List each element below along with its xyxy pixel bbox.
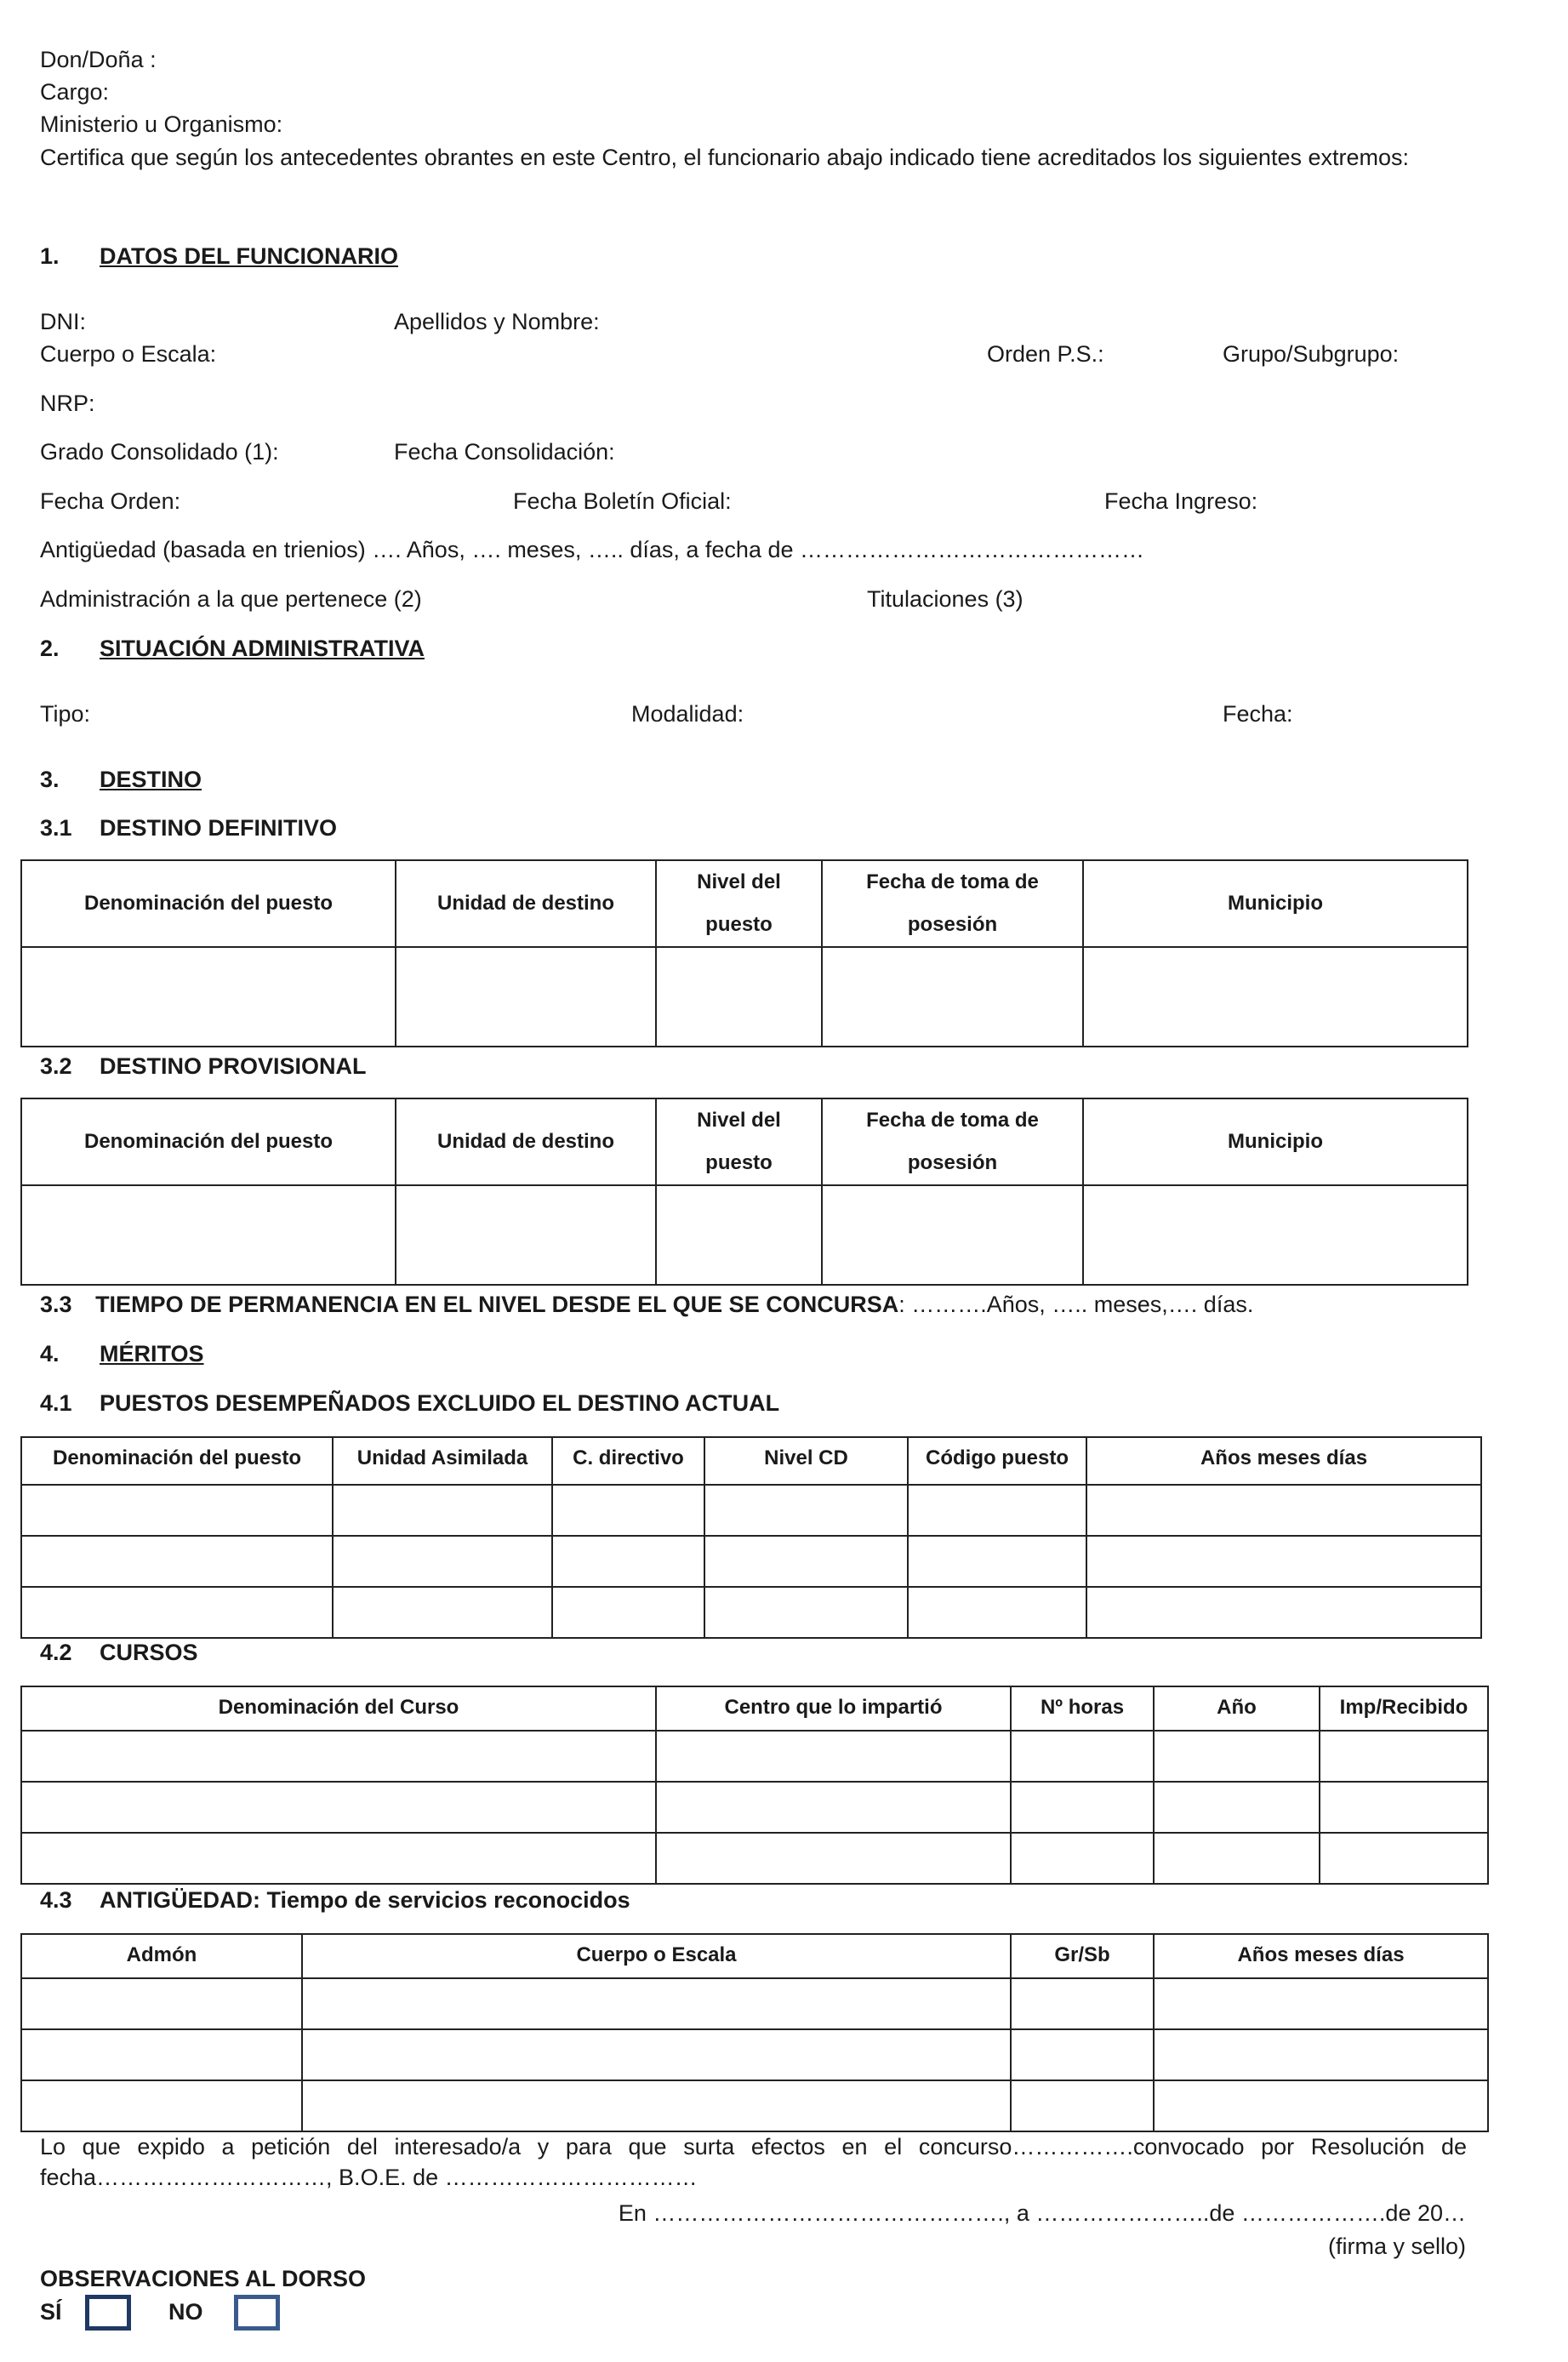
table-cell[interactable] bbox=[302, 1978, 1011, 2029]
table-cell[interactable] bbox=[552, 1536, 704, 1587]
table-cell[interactable] bbox=[21, 2080, 302, 2131]
table-cell[interactable] bbox=[333, 1485, 552, 1536]
apellidos-label: Apellidos y Nombre: bbox=[394, 309, 600, 334]
si-label: SÍ bbox=[40, 2299, 62, 2325]
cuerpo-label: Cuerpo o Escala: bbox=[40, 341, 217, 367]
section-3-3-line bbox=[40, 1289, 1253, 1320]
table-cell[interactable] bbox=[908, 1587, 1086, 1638]
table-cell[interactable] bbox=[21, 1536, 333, 1587]
section-4-3-number: 4.3 bbox=[40, 1887, 72, 1913]
table-cell[interactable] bbox=[21, 1587, 333, 1638]
table-cell[interactable] bbox=[21, 1833, 656, 1884]
cell-denominacion[interactable] bbox=[21, 947, 396, 1047]
firma-label: (firma y sello) bbox=[1327, 2234, 1466, 2259]
table-cell[interactable] bbox=[1154, 2080, 1488, 2131]
table-cell[interactable] bbox=[1154, 1833, 1320, 1884]
table-cell[interactable] bbox=[21, 1485, 333, 1536]
table-cell[interactable] bbox=[1011, 1978, 1154, 2029]
th-denominacion: Denominación del puesto bbox=[21, 1098, 396, 1185]
table-cell[interactable] bbox=[1154, 1978, 1488, 2029]
th-nivel-line1: Nivel del bbox=[697, 1109, 781, 1132]
lugar-fecha-line: En ………………………………………., a …………………..de ……………….de 20… bbox=[618, 2200, 1466, 2226]
cell-nivel[interactable] bbox=[656, 1185, 822, 1285]
destino-definitivo-table bbox=[20, 859, 1468, 1047]
section-4-2-title: CURSOS bbox=[100, 1640, 198, 1665]
table-cell[interactable] bbox=[1154, 1782, 1320, 1833]
expido-paragraph: Lo que expido a petición del interesado/a y para que surta efectos en el concurso…………….convocado por Resolución de fecha…………………………, B.O.E. de …………………………… bbox=[40, 2134, 1467, 2190]
no-checkbox[interactable] bbox=[234, 2295, 280, 2331]
th-codigo-puesto: Código puesto bbox=[908, 1437, 1086, 1485]
ministerio-label: Ministerio u Organismo: bbox=[40, 111, 283, 137]
th-n-horas: Nº horas bbox=[1011, 1686, 1154, 1731]
table-cell[interactable] bbox=[908, 1485, 1086, 1536]
nrp-label: NRP: bbox=[40, 391, 95, 416]
th-municipio: Municipio bbox=[1083, 1098, 1468, 1185]
table-cell[interactable] bbox=[704, 1587, 908, 1638]
cursos-table bbox=[20, 1686, 1489, 1885]
fecha-consolidacion-label: Fecha Consolidación: bbox=[394, 439, 615, 465]
table-row bbox=[21, 1731, 1488, 1782]
th-fecha-line1: Fecha de toma de bbox=[866, 870, 1039, 893]
table-cell[interactable] bbox=[1086, 1587, 1481, 1638]
th-admon: Admón bbox=[21, 1934, 302, 1978]
table-cell[interactable] bbox=[302, 2029, 1011, 2080]
section-3-1-title: DESTINO DEFINITIVO bbox=[100, 815, 338, 841]
fecha-orden-label: Fecha Orden: bbox=[40, 488, 181, 514]
no-label: NO bbox=[168, 2299, 203, 2325]
section-3-3-title: TIEMPO DE PERMANENCIA EN EL NIVEL DESDE EL QUE SE CONCURSA bbox=[95, 1292, 899, 1317]
section-4-1-number: 4.1 bbox=[40, 1390, 72, 1416]
don-dona-label: Don/Doña : bbox=[40, 47, 157, 72]
table-cell[interactable] bbox=[1011, 2080, 1154, 2131]
table-cell[interactable] bbox=[704, 1485, 908, 1536]
table-cell[interactable] bbox=[656, 1731, 1011, 1782]
cell-unidad[interactable] bbox=[396, 1185, 656, 1285]
grupo-label: Grupo/Subgrupo: bbox=[1223, 341, 1400, 367]
modalidad-label: Modalidad: bbox=[631, 701, 744, 727]
table-cell[interactable] bbox=[21, 2029, 302, 2080]
table-cell[interactable] bbox=[333, 1587, 552, 1638]
fecha-ingreso-label: Fecha Ingreso: bbox=[1104, 488, 1258, 514]
section-3-2-title: DESTINO PROVISIONAL bbox=[100, 1053, 367, 1079]
th-fecha-line2: posesión bbox=[907, 913, 998, 936]
th-gr-sb: Gr/Sb bbox=[1011, 1934, 1154, 1978]
section-4-2-number: 4.2 bbox=[40, 1640, 72, 1665]
th-unidad: Unidad de destino bbox=[396, 1098, 656, 1185]
section-2-title: SITUACIÓN ADMINISTRATIVA bbox=[100, 636, 425, 661]
section-1-number: 1. bbox=[40, 243, 60, 269]
table-cell[interactable] bbox=[704, 1536, 908, 1587]
antiguedad-table bbox=[20, 1933, 1489, 2132]
table-cell[interactable] bbox=[1320, 1731, 1488, 1782]
cargo-label: Cargo: bbox=[40, 79, 110, 105]
table-cell[interactable] bbox=[1011, 1833, 1154, 1884]
section-1-title: DATOS DEL FUNCIONARIO bbox=[100, 243, 399, 269]
th-nivel-cd: Nivel CD bbox=[704, 1437, 908, 1485]
table-cell[interactable] bbox=[1011, 2029, 1154, 2080]
table-row bbox=[21, 1587, 1481, 1638]
th-fecha-toma bbox=[822, 860, 1083, 947]
th-centro: Centro que lo impartió bbox=[656, 1686, 1011, 1731]
table-row bbox=[21, 1485, 1481, 1536]
cell-unidad[interactable] bbox=[396, 947, 656, 1047]
th-nivel-line1: Nivel del bbox=[697, 870, 781, 893]
th-municipio: Municipio bbox=[1083, 860, 1468, 947]
cell-fecha[interactable] bbox=[822, 947, 1083, 1047]
table-cell[interactable] bbox=[656, 1833, 1011, 1884]
table-cell[interactable] bbox=[552, 1587, 704, 1638]
th-nivel-line2: puesto bbox=[705, 1151, 773, 1174]
cell-denominacion[interactable] bbox=[21, 1185, 396, 1285]
section-3-3-number: 3.3 bbox=[40, 1292, 72, 1317]
table-cell[interactable] bbox=[1154, 1731, 1320, 1782]
table-cell[interactable] bbox=[302, 2080, 1011, 2131]
section-3-3-rest: : ……….Años, ….. meses,…. días. bbox=[898, 1292, 1254, 1317]
th-denominacion-puesto: Denominación del puesto bbox=[21, 1437, 333, 1485]
antiguedad-line: Antigüedad (basada en trienios) …. Años, …. meses, ….. días, a fecha de ……………………………………… bbox=[40, 537, 1144, 562]
certifica-paragraph: Certifica que según los antecedentes obrantes en este Centro, el funcionario abajo indicado tiene acreditados los siguientes extremos: bbox=[40, 145, 1409, 170]
table-cell[interactable] bbox=[333, 1536, 552, 1587]
orden-ps-label: Orden P.S.: bbox=[987, 341, 1104, 367]
table-cell[interactable] bbox=[1086, 1485, 1481, 1536]
th-cuerpo-escala: Cuerpo o Escala bbox=[302, 1934, 1011, 1978]
titulaciones-label: Titulaciones (3) bbox=[867, 586, 1023, 612]
table-cell[interactable] bbox=[1011, 1782, 1154, 1833]
fecha-boletin-label: Fecha Boletín Oficial: bbox=[513, 488, 732, 514]
table-cell[interactable] bbox=[1086, 1536, 1481, 1587]
th-anos-meses-dias: Años meses días bbox=[1154, 1934, 1488, 1978]
tipo-label: Tipo: bbox=[40, 701, 91, 727]
table-cell[interactable] bbox=[21, 1978, 302, 2029]
section-2-number: 2. bbox=[40, 636, 60, 661]
table-cell[interactable] bbox=[21, 1731, 656, 1782]
th-ano: Año bbox=[1154, 1686, 1320, 1731]
th-nivel bbox=[656, 860, 822, 947]
section-3-1-number: 3.1 bbox=[40, 815, 72, 841]
th-fecha-line2: posesión bbox=[907, 1151, 998, 1174]
table-row bbox=[21, 2080, 1488, 2131]
fecha-label: Fecha: bbox=[1223, 701, 1293, 727]
th-c-directivo: C. directivo bbox=[552, 1437, 704, 1485]
observaciones-label: OBSERVACIONES AL DORSO bbox=[40, 2266, 367, 2291]
table-row bbox=[21, 1536, 1481, 1587]
section-4-1-title: PUESTOS DESEMPEÑADOS EXCLUIDO EL DESTINO ACTUAL bbox=[100, 1390, 780, 1416]
grado-label: Grado Consolidado (1): bbox=[40, 439, 279, 465]
table-row bbox=[21, 1833, 1488, 1884]
table-row bbox=[21, 1782, 1488, 1833]
th-imp-recibido: Imp/Recibido bbox=[1320, 1686, 1488, 1731]
cell-municipio[interactable] bbox=[1083, 947, 1468, 1047]
th-denominacion: Denominación del puesto bbox=[21, 860, 396, 947]
table-row bbox=[21, 1978, 1488, 2029]
table-cell[interactable] bbox=[908, 1536, 1086, 1587]
table-cell[interactable] bbox=[1011, 1731, 1154, 1782]
administracion-label: Administración a la que pertenece (2) bbox=[40, 586, 422, 612]
th-fecha-line1: Fecha de toma de bbox=[866, 1109, 1039, 1132]
table-cell[interactable] bbox=[552, 1485, 704, 1536]
dni-label: DNI: bbox=[40, 309, 86, 334]
table-cell[interactable] bbox=[21, 1782, 656, 1833]
section-4-3-title: ANTIGÜEDAD: Tiempo de servicios reconocidos bbox=[100, 1887, 630, 1913]
puestos-desempenados-table bbox=[20, 1436, 1482, 1639]
section-3-number: 3. bbox=[40, 767, 60, 792]
th-nivel bbox=[656, 1098, 822, 1185]
section-3-title: DESTINO bbox=[100, 767, 202, 792]
th-unidad-asimilada: Unidad Asimilada bbox=[333, 1437, 552, 1485]
th-anos-meses-dias: Años meses días bbox=[1086, 1437, 1481, 1485]
table-row bbox=[21, 2029, 1488, 2080]
si-checkbox[interactable] bbox=[85, 2295, 131, 2331]
th-denominacion-curso: Denominación del Curso bbox=[21, 1686, 656, 1731]
cell-nivel[interactable] bbox=[656, 947, 822, 1047]
cell-municipio[interactable] bbox=[1083, 1185, 1468, 1285]
section-3-2-number: 3.2 bbox=[40, 1053, 72, 1079]
th-nivel-line2: puesto bbox=[705, 913, 773, 936]
table-cell[interactable] bbox=[1320, 1833, 1488, 1884]
table-cell[interactable] bbox=[1320, 1782, 1488, 1833]
th-fecha-toma bbox=[822, 1098, 1083, 1185]
destino-provisional-table bbox=[20, 1098, 1468, 1286]
table-cell[interactable] bbox=[656, 1782, 1011, 1833]
table-cell[interactable] bbox=[1154, 2029, 1488, 2080]
cell-fecha[interactable] bbox=[822, 1185, 1083, 1285]
th-unidad: Unidad de destino bbox=[396, 860, 656, 947]
section-4-title: MÉRITOS bbox=[100, 1341, 204, 1366]
section-4-number: 4. bbox=[40, 1341, 60, 1366]
